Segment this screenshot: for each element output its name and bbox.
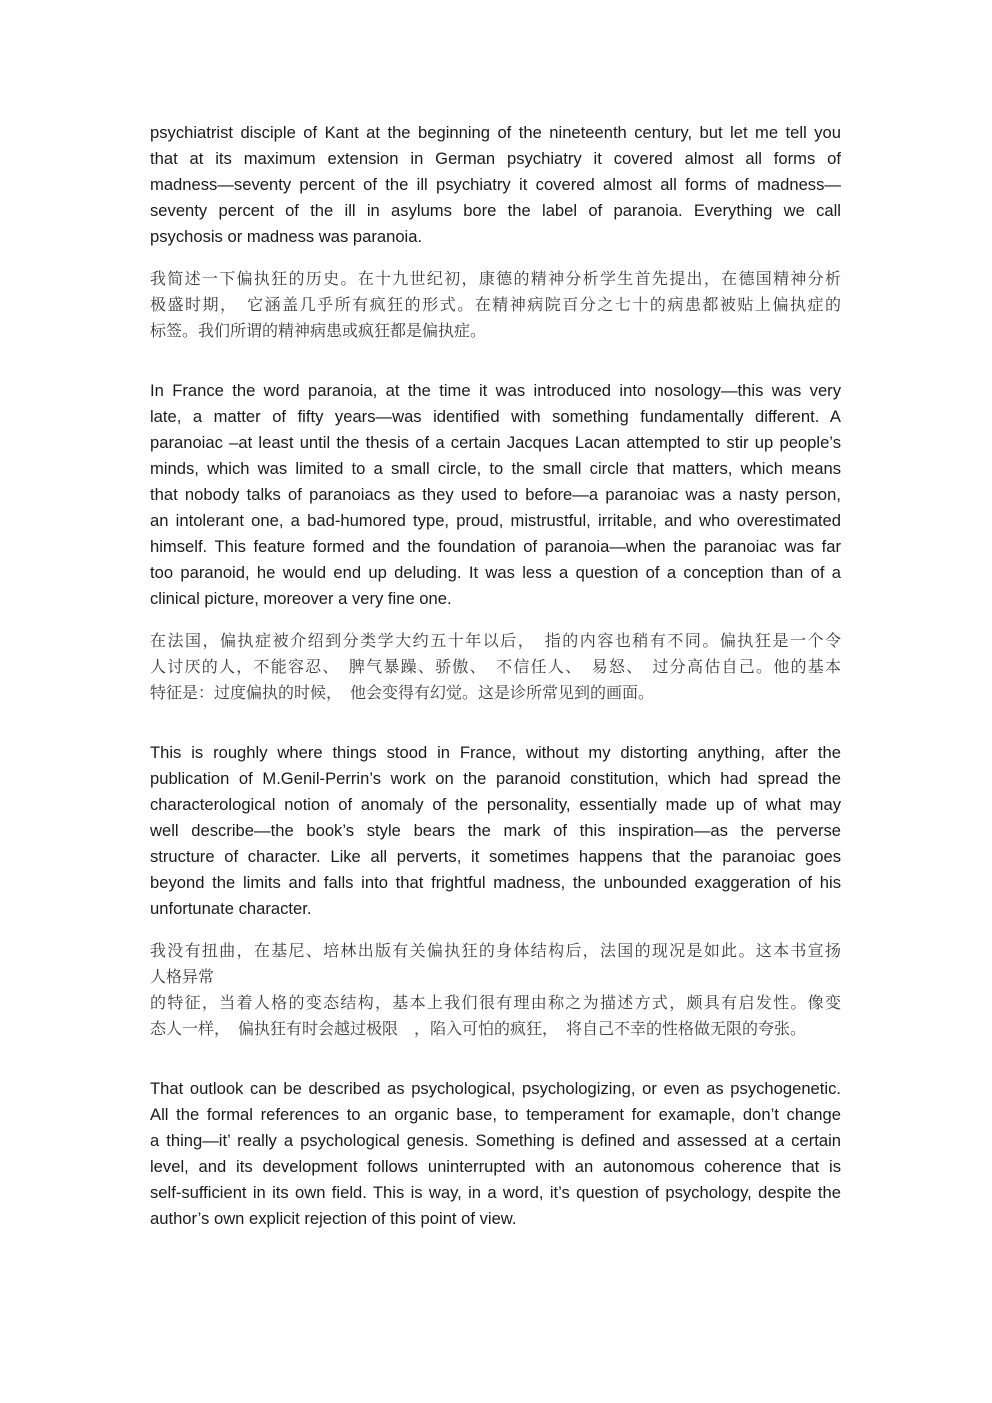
text-line: unfortunate character.	[150, 899, 312, 918]
text-line: 人格异常	[150, 967, 215, 986]
text-line: himself. This feature formed and the foundation of paranoia—when the paranoiac was far	[150, 537, 841, 556]
paragraph-en-4	[150, 1076, 841, 1232]
paragraph-en-1	[150, 120, 841, 250]
text-line: author’s own explicit rejection of this point of view.	[150, 1209, 517, 1228]
paragraph-zh-2	[150, 628, 841, 706]
text-line: that nobody talks of paranoiacs as they used to before—a paranoiac was a nasty person,	[150, 485, 841, 504]
paragraph-en-2	[150, 378, 841, 612]
paragraph-zh-1	[150, 266, 841, 344]
text-line: In France the word paranoia, at the time it was introduced into nosology—this was very	[150, 381, 841, 400]
text-line: psychiatrist disciple of Kant at the beginning of the nineteenth century, but let me tell you	[150, 123, 841, 142]
text-line: 特征是：过度偏执的时候， 他会变得有幻觉。这是诊所常见到的画面。	[150, 683, 655, 702]
text-line: a thing—it’ really a psychological genesis. Something is defined and assessed at a certain	[150, 1131, 841, 1150]
text-line: well describe—the book’s style bears the mark of this inspiration—as the perverse	[150, 821, 841, 840]
text-line: All the formal references to an organic base, to temperament for examaple, don’t change	[150, 1105, 841, 1124]
text-line: 我简述一下偏执狂的历史。在十九世纪初，康德的精神分析学生首先提出，在德国精神分析	[150, 269, 841, 288]
text-line: madness—seventy percent of the ill psychiatry it covered almost all forms of madness—	[150, 175, 841, 194]
text-line: That outlook can be described as psychological, psychologizing, or even as psychogenetic.	[150, 1079, 841, 1098]
text-line: 的特征，当着人格的变态结构，基本上我们很有理由称之为描述方式，颇具有启发性。像变	[150, 993, 841, 1012]
text-line: beyond the limits and falls into that frightful madness, the unbounded exaggeration of his	[150, 873, 841, 892]
text-line: an intolerant one, a bad-humored type, proud, mistrustful, irritable, and who overestimated	[150, 511, 841, 530]
text-line: 我没有扭曲，在基尼、培林出版有关偏执狂的身体结构后，法国的现况是如此。这本书宣扬	[150, 941, 841, 960]
text-line: clinical picture, moreover a very fine one.	[150, 589, 452, 608]
text-line: psychosis or madness was paranoia.	[150, 227, 423, 246]
text-line: paranoiac –at least until the thesis of a certain Jacques Lacan attempted to stir up people’s	[150, 433, 841, 452]
text-line: 极盛时期， 它涵盖几乎所有疯狂的形式。在精神病院百分之七十的病患都被贴上偏执症的	[150, 295, 841, 314]
text-line: structure of character. Like all perverts, it sometimes happens that the paranoiac goes	[150, 847, 841, 866]
paragraph-en-3	[150, 740, 841, 922]
text-line: characterological notion of anomaly of the personality, essentially made up of what may	[150, 795, 841, 814]
text-line: publication of M.Genil-Perrin’s work on the paranoid constitution, which had spread the	[150, 769, 841, 788]
text-line: This is roughly where things stood in France, without my distorting anything, after the	[150, 743, 841, 762]
text-line: that at its maximum extension in German psychiatry it covered almost all forms of	[150, 149, 841, 168]
text-line: too paranoid, he would end up deluding. It was less a question of a conception than of a	[150, 563, 841, 582]
text-line: 人讨厌的人，不能容忍、 脾气暴躁、骄傲、 不信任人、 易怒、 过分高估自己。他的基本	[150, 657, 841, 676]
text-line: seventy percent of the ill in asylums bore the label of paranoia. Everything we call	[150, 201, 841, 220]
paragraph-zh-3	[150, 938, 841, 1042]
text-line: late, a matter of fifty years—was identified with something fundamentally different. A	[150, 407, 841, 426]
text-line: 态人一样， 偏执狂有时会越过极限 ，陷入可怕的疯狂， 将自己不幸的性格做无限的夸张。	[150, 1019, 807, 1038]
text-line: 标签。我们所谓的精神病患或疯狂都是偏执症。	[150, 321, 487, 340]
text-line: minds, which was limited to a small circle, to the small circle that matters, which means	[150, 459, 841, 478]
text-line: 在法国，偏执症被介绍到分类学大约五十年以后， 指的内容也稍有不同。偏执狂是一个令	[150, 631, 841, 650]
text-line: level, and its development follows uninterrupted with an autonomous coherence that is	[150, 1157, 841, 1176]
text-line: self-sufficient in its own field. This is way, in a word, it’s question of psychology, despite the	[150, 1183, 841, 1202]
document-page	[150, 120, 841, 1232]
